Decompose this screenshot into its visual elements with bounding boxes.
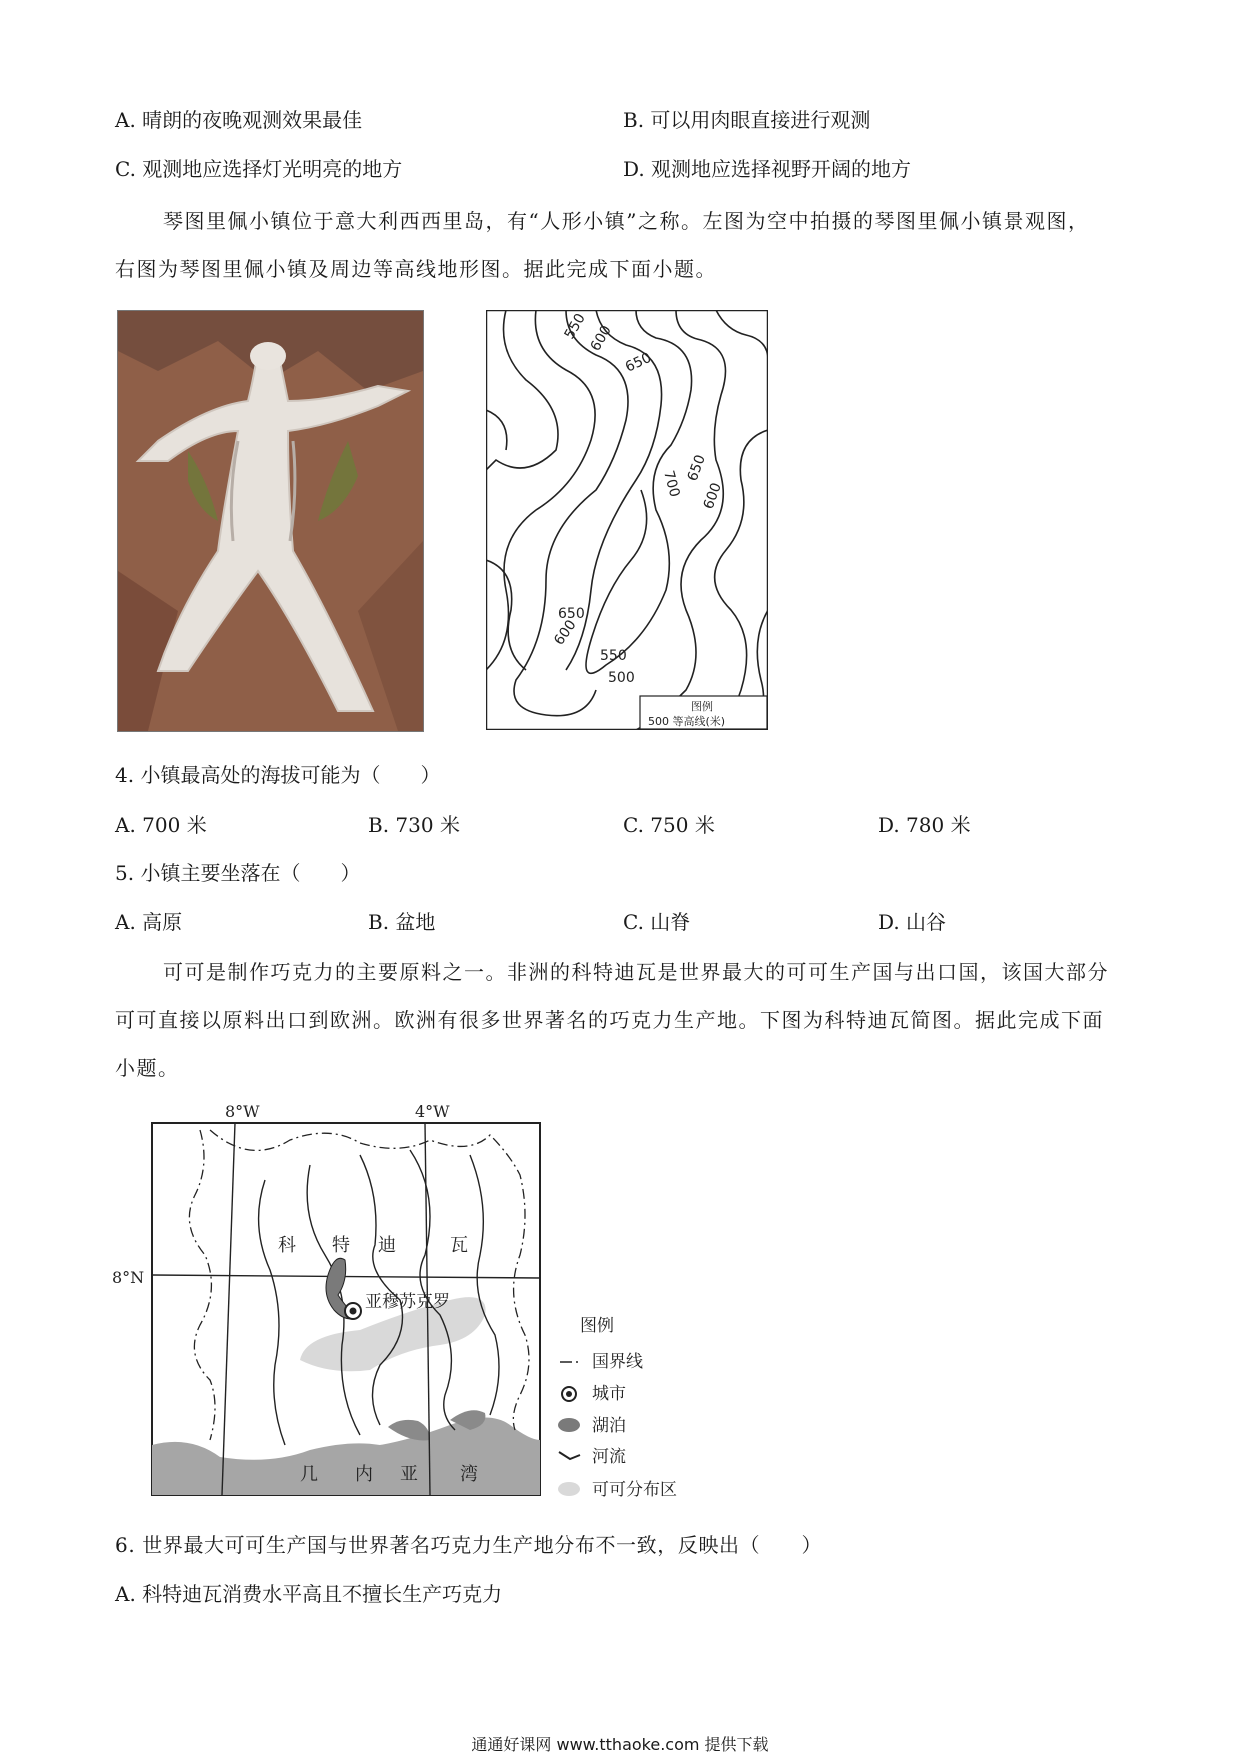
- gulf-char: 亚: [400, 1464, 418, 1485]
- q6-option-a: A. 科特迪瓦消费水平高且不擅长生产巧克力: [115, 1582, 503, 1606]
- lake-legend-icon: [558, 1418, 580, 1432]
- contour-label: 550: [561, 310, 589, 342]
- option-a: A. 晴朗的夜晚观测效果最佳: [115, 108, 363, 132]
- q5-option-b: B. 盆地: [368, 910, 436, 934]
- q5-stem: 5. 小镇主要坐落在（ ）: [115, 861, 361, 885]
- country-char: 瓦: [450, 1235, 468, 1256]
- country-char: 迪: [378, 1235, 396, 1256]
- contour-label: 550: [600, 648, 627, 664]
- q4-option-d: D. 780 米: [878, 813, 971, 837]
- q4-option-c: C. 750 米: [623, 813, 715, 837]
- city-label: 亚穆苏克罗: [365, 1292, 450, 1312]
- contour-label: 600: [700, 480, 725, 512]
- passage2-line2: 可可直接以原料出口到欧洲。欧洲有很多世界著名的巧克力生产地。下图为科特迪瓦简图。据此完成下面: [115, 1008, 1104, 1032]
- contour-map: [486, 310, 768, 730]
- legend-border: 国界线: [592, 1352, 643, 1372]
- page-footer: 通通好课网 www.tthaoke.com 提供下载: [471, 1735, 769, 1754]
- contour-legend-title: 图例: [691, 700, 713, 713]
- contour-label: 700: [660, 468, 683, 499]
- map-legend-title: 图例: [580, 1316, 614, 1336]
- contour-label: 600: [551, 617, 580, 649]
- passage2-line3: 小题。: [115, 1056, 180, 1080]
- legend-river: 河流: [592, 1447, 626, 1467]
- legend-cocoa: 可可分布区: [592, 1480, 677, 1500]
- legend-lake: 湖泊: [592, 1416, 626, 1436]
- passage1-line1: 琴图里佩小镇位于意大利西西里岛，有“人形小镇”之称。左图为空中拍摄的琴图里佩小镇景观图，: [163, 209, 1090, 233]
- option-d: D. 观测地应选择视野开阔的地方: [623, 157, 912, 181]
- lon-label: 8°W: [225, 1102, 260, 1121]
- passage2-line1: 可可是制作巧克力的主要原料之一。非洲的科特迪瓦是世界最大的可可生产国与出口国，该国大部分: [163, 960, 1109, 984]
- q6-stem: 6. 世界最大可可生产国与世界著名巧克力生产地分布不一致，反映出（ ）: [115, 1533, 823, 1557]
- contour-legend-item: 500 等高线(米): [648, 715, 726, 728]
- option-c: C. 观测地应选择灯光明亮的地方: [115, 157, 403, 181]
- q4-stem: 4. 小镇最高处的海拔可能为（ ）: [115, 763, 441, 787]
- country-char: 特: [332, 1235, 350, 1256]
- gulf-char: 几: [300, 1464, 318, 1485]
- passage1-line2: 右图为琴图里佩小镇及周边等高线地形图。据此完成下面小题。: [115, 257, 717, 281]
- cote-divoire-map: [110, 1095, 710, 1505]
- q5-option-d: D. 山谷: [878, 910, 947, 934]
- option-b: B. 可以用肉眼直接进行观测: [623, 108, 871, 132]
- contour-label: 500: [608, 670, 635, 686]
- river-legend-icon: [559, 1452, 580, 1459]
- contour-label: 600: [587, 322, 615, 354]
- gulf-char: 湾: [460, 1464, 478, 1485]
- gulf-char: 内: [355, 1464, 373, 1485]
- country-char: 科: [278, 1235, 296, 1256]
- lat-label: 8°N: [112, 1268, 145, 1287]
- cocoa-legend-icon: [558, 1482, 580, 1496]
- q4-option-b: B. 730 米: [368, 813, 460, 837]
- contour-label: 650: [622, 349, 654, 376]
- contour-label: 650: [558, 606, 585, 622]
- q5-option-c: C. 山脊: [623, 910, 691, 934]
- q5-option-a: A. 高原: [115, 910, 183, 934]
- q4-option-a: A. 700 米: [115, 813, 207, 837]
- contour-label: 650: [684, 452, 709, 484]
- aerial-photo: [117, 310, 424, 732]
- legend-city: 城市: [592, 1384, 626, 1404]
- lon-label: 4°W: [415, 1102, 450, 1121]
